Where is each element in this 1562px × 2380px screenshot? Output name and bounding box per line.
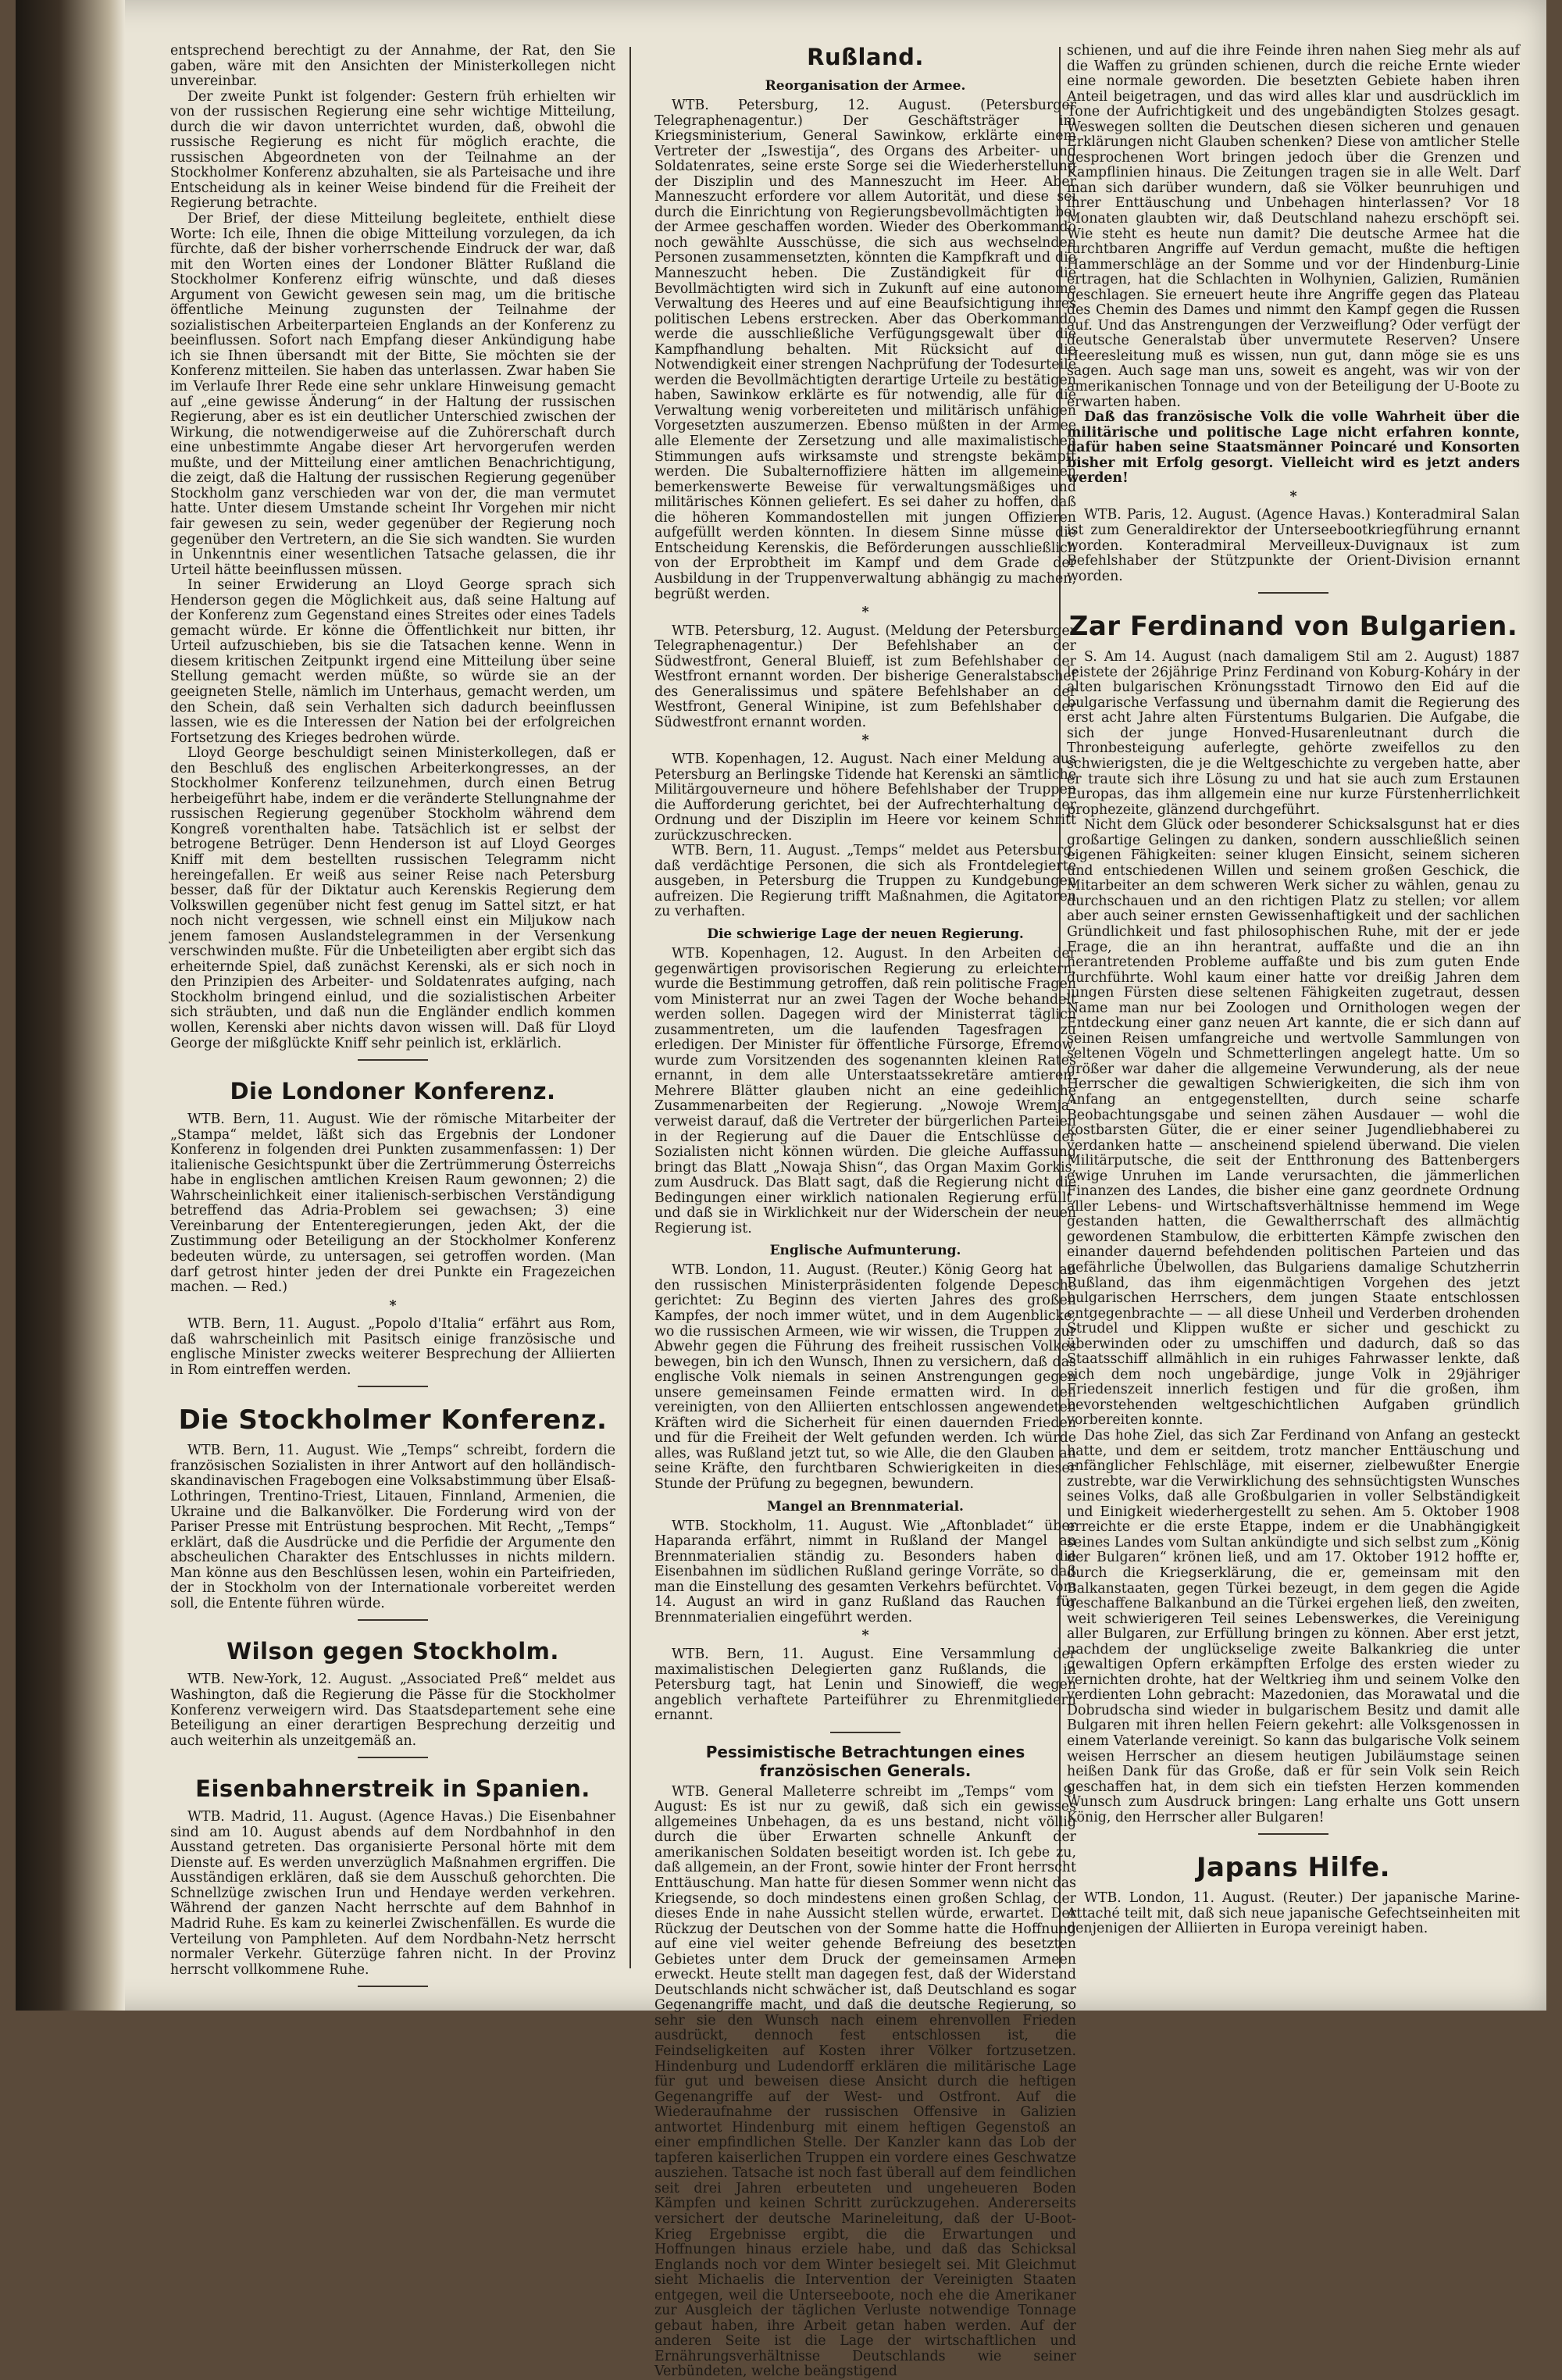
article-paragraph: WTB. Bern, 11. August. „Popolo d'Italia“ erfährt aus Rom, daß wahrscheinlich mit Pasitsch einige französische und englische Minister zwecks weiterer Besprechung der Alliierten in Rom eintreffen werden. (170, 1316, 615, 1378)
headline-spain-strike: Eisenbahnerstreik in Spanien. (195, 1775, 590, 1803)
article-paragraph: WTB. London, 11. August. (Reuter.) König Georg hat an den russischen Ministerpräsidenten folgende Depesche gerichtet: Zu Beginn des vierten Jahres des großen Kampfes, der noch immer wütet, und in dem Augenblicke, wo die russischen Armeen, wie wir wissen, die Truppen zur Abwehr gegen die Führung des freiheit russischen Volkes bewegen, bin ich den Wunsch, Ihnen zu versichern, daß das englische Volk niemals in seinen Anstrengungen gegen unsere gemeinsamen Feinde ermatten wird. In den vereinigten, von den Alliierten entschlossen angewendeten Kräften wird die Sicherheit für einen dauernden Frieden und für die Freiheit der Welt gefunden werden. Ich würde alles, was Rußland jetzt tut, so wie Alle, die den Glauben an seine Kräfte, den furchtbaren Schwierigkeiten in dieser Stunde der Prüfung zu begegnen, bewundern. (654, 1262, 1076, 1493)
article-separator (358, 1986, 428, 1987)
article-paragraph: WTB. Madrid, 11. August. (Agence Havas.) Die Eisenbahner sind am 10. August abends auf dem Nordbahnhof in den Ausstand getreten. Das organisierte Personal hörte mit dem Dienste auf. Es werden unverzüglich Maßnahmen ergriffen. Die Ausständigen erklären, daß sie dem Ausschuß gehorchten. Die Schnellzüge zwischen Irun und Hendaye werden verkehren. Während der ganzen Nacht herrschte auf dem Bahnhof in Madrid Ruhe. Es kam zu keinerlei Zwischenfällen. Es wurde die Verteilung von Pamphleten. Auf dem Nordbahn-Netz herrscht normaler Verkehr. Güterzüge fahren nicht. In der Provinz herrscht vollkommene Ruhe. (170, 1809, 615, 1978)
article-paragraph: In seiner Erwiderung an Lloyd George sprach sich Henderson gegen die Möglichkeit aus, daß seine Haltung auf der Konferenz zum Gegenstand eines Streites oder eines Tadels gemacht würde. Er könne die Öffentlichkeit nur bitten, ihr Urteil aufzuschieben, bis sie die Tatsachen kenne. Wenn in diesem kritischen Zeitpunkt irgend eine Mitteilung über seine Stellung gemacht werden müßte, so würde sie an der geeigneten Stelle, nämlich im Unterhaus, gemacht werden, um den Schein, daß sein Verhalten sich dadurch beeinflussen lassen, wie es die Interessen der Nation bei der erfolgreichen Fortsetzung des Krieges bedrohen würde. (170, 577, 615, 746)
article-paragraph: Daß das französische Volk die volle Wahrheit über die militärische und politische Lage nicht erfahren konnte, dafür haben seine Staatsmänner Poincaré und Konsorten bisher mit Erfolg gesorgt. Vielleicht wird es jetzt anders werden! (1067, 409, 1520, 487)
article-paragraph: WTB. Bern, 11. August. Wie „Temps“ schreibt, fordern die französischen Sozialisten in ihrer Antwort auf den holländisch-skandinavischen Fragebogen eine Volksabstimmung über Elsaß-Lothringen, Trentino-Triest, Litauen, Finnland, Armenien, die Ukraine und die Balkanvölker. Die Forderung wird von der Pariser Presse mit Entrüstung besprochen. Mit Recht, „Temps“ erklärt, daß die Ausdrücke und die Perfidie der Argumente den abscheulichen Charakter des Entschlusses in nichts mildern. Man könne aus den Beschlüssen lesen, wohin ein Parteifrieden, der in Stockholm von der Internationale vorbereitet werden soll, die Entente führen würde. (170, 1443, 615, 1611)
article-separator (358, 1059, 428, 1061)
column-2 (654, 44, 1076, 2380)
subheadline: Englische Aufmunterung. (769, 1243, 961, 1259)
article-paragraph: WTB. Bern, 11. August. „Temps“ meldet aus Petersburg, daß verdächtige Personen, die sich als Frontdelegierte ausgeben, in Petersburg die Truppen zu Kundgebungen aufreizen. Die Regierung trifft Maßnahmen, die Agitatoren zu verhaften. (654, 843, 1076, 920)
article-paragraph: WTB. Petersburg, 12. August. (Petersburger Telegraphenagentur.) Der Geschäftsträger im Kriegsministerium, General Sawinkow, erklärte einem Vertreter der „Iswestija“, des Organs des Arbeiter- und Soldatenrates, seine erste Sorge sei die Wiederherstellung der Disziplin und des Manneszucht im Heer. Aber Manneszucht erfordere vor allem Autorität, und diese sei durch die Einrichtung von Regierungsbevollmächtigten bei der Armee geschaffen worden. Wieder des Oberkommando noch gewählte Ausschüsse, die sich aus wechselnden Personen zusammensetzten, könnten die Kampfkraft und die Manneszucht heben. Die Zuständigkeit für die Bevollmächtigten wird sich in Zukunft auf eine autonome Verwaltung des Heeres und auf eine Beaufsichtigung ihres politischen Lebens erstrecken. Aber das Oberkommando werde die ausschließliche Verfügungsgewalt über die Kampfhandlung behalten. Mit Rücksicht auf die Notwendigkeit einer strengen Nachprüfung der Todesurteile werden die Bevollmächtigten derartige Urteile zu bestätigen haben, Sawinkow erklärte es für notwendig, alle für die Verwaltung wenig vorbereiteten und militärisch unfähigen Vorgesetzten auszumerzen. Ebenso müßten in der Armee alle Elemente der Zersetzung und alle maximalistischen Stimmungen aufs wirksamste und strengste bekämpft werden. Die Subalternoffiziere hätten im allgemeinen bemerkenswerte Beweise für verwaltungsmäßiges und militärisches Können geliefert. Es sei daher zu hoffen, daß die höheren Kommandostellen mit jungen Offizieren aufgefüllt werden könnten. In diesem Sinne müsse die Entscheidung Kerenskis, die Beförderungen ausschließlich von der Erprobtheit im Kampf und dem Grade der Ausbildung in der Truppenverwaltung abhängig zu machen, begrüßt werden. (654, 98, 1076, 602)
article-paragraph: WTB. Bern, 11. August. Wie der römische Mitarbeiter der „Stampa“ meldet, läßt sich das Ergebnis der Londoner Konferenz in folgenden drei Punkten zusammenfassen: 1) Der italienische Gesichtspunkt über die Zertrümmerung Österreichs habe in englischen amtlichen Kreisen Raum gewonnen; 2) die Wahrscheinlichkeit einer italienisch-serbischen Verständigung betreffend das Adria-Problem sei gewachsen; 3) eine Vereinbarung der Ententeregierungen, jeden Akt, der die Zustimmung oder Beteiligung an der Stockholmer Konferenz bedeuten würde, zu untersagen, sei getroffen worden. (Man darf getrost hinter jeden der drei Punkte ein Fragezeichen machen. — Red.) (170, 1111, 615, 1296)
article-separator (358, 1386, 428, 1387)
separator-star-icon: * (861, 1628, 869, 1644)
headline-pessimistic-general: Pessimistische Betrachtungen eines französischen Generals. (705, 1742, 1025, 1780)
article-paragraph: WTB. Stockholm, 11. August. Wie „Aftonbladet“ über Haparanda erfährt, nimmt in Rußland der Mangel an Brennmaterialien ständig zu. Besonders haben die Eisenbahnen im südlichen Rußland geringe Vorräte, so daß man die Einstellung des gesamten Verkehrs befürchtet. Vom 14. August an wird in ganz Rußland das Rauchen für Brennmaterialien eingeführt werden. (654, 1518, 1076, 1625)
headline-tsar-ferdinand: Zar Ferdinand von Bulgarien. (1068, 611, 1518, 643)
article-paragraph: schienen, und auf die ihre Feinde ihren nahen Sieg mehr als auf die Waffen zu gründen schienen, durch die reiche Ernte wieder eine normale geworden. Die besetzten Gebiete haben ihren Anteil beigetragen, und das wird alles klar und ausdrücklich im Tone der Aufrichtigkeit und des ungebändigten Stolzes gesagt. Weswegen sollten die Deutschen diesen sicheren und genauen Erklärungen nicht Glauben schenken? Diese von amtlicher Stelle gesprochenen Wort bringen jedoch über die Grenzen und Kampflinien hinaus. Die Zeitungen tragen sie in alle Welt. Darf man sich darüber wundern, daß sie Völker beunruhigen und ihrer Enttäuschung und Unbehagen hinterlassen? Vor 18 Monaten glaubten wir, daß Deutschland nahezu erschöpft sei. Wie steht es heute nun damit? Die deutsche Armee hat die furchtbaren Angriffe auf Verdun gemacht, mußte die heftigen Hammerschläge an der Somme und vor der Hindenburg-Linie ertragen, hat die Schlachten in Wolhynien, Galizien, Rumänien geschlagen. Sie erneuert heute ihre Angriffe gegen das Plateau des Chemin des Dames und nimmt den Kampf gegen die Russen auf. Und das Anstrengungen der Verzweiflung? Oder verfügt der deutsche Generalstab über unvermutete Reserven? Unsere Heeresleitung muß es wissen, nun gut, dann möge sie es uns sagen. Auch sage man uns, soweit es angeht, was wir von der amerikanischen Tonnage und von der Beteiligung der U-Boote zu erwarten haben. (1067, 43, 1520, 410)
column-rule (629, 47, 631, 1968)
article-paragraph: WTB. Kopenhagen, 12. August. In den Arbeiten der gegenwärtigen provisorischen Regierung zu erleichtern, wurde die Bestimmung getroffen, daß rein politische Fragen vom Ministerrat nur an zwei Tagen der Woche behandelt werden sollen. Dagegen wird der Ministerrat täglich zusammentreten, um die laufenden Tagesfragen zu erledigen. Der Minister für öffentliche Fürsorge, Efremow, wurde zum Vorsitzenden des sogenannten kleinen Rates ernannt, in dem alle Unterstaatssekretäre amtieren. Mehrere Blätter glauben nicht an eine gedeihliche Zusammenarbeiten der Regierung. „Nowoje Wremja“ verweist darauf, daß die Vertreter der bürgerlichen Parteien in der Regierung auf die Dauer die Entschlüsse der Sozialisten nicht können würden. Die gleiche Auffassung bringt das Blatt „Nowaja Shisn“, das Organ Maxim Gorkis, zum Ausdruck. Das Blatt sagt, daß die Regierung nicht die Bedingungen einer wirklich nationalen Regierung erfüllt, und daß sie in Wirklichkeit nur der Widerschein der neuen Regierung ist. (654, 945, 1076, 1236)
article-paragraph: WTB. London, 11. August. (Reuter.) Der japanische Marine-Attaché teilt mit, daß sich neue japanische Gefechtseinheiten mit denjenigen der Alliierten in Europa vereinigt haben. (1067, 1890, 1520, 1937)
headline-london-conference: Die Londoner Konferenz. (230, 1078, 556, 1105)
article-paragraph: Der zweite Punkt ist folgender: Gestern früh erhielten wir von der russischen Regierung eine sehr wichtige Mitteilung, durch die wir davon unterrichtet wurden, daß, obwohl die russische Regierung es nicht für möglich erachte, die russischen Abgeordneten von der Teilnahme an der Stockholmer Konferenz abzuhalten, sie als Parteisache und ihre Entscheidung als in keiner Weise bindend für die Freiheit der Regierung betrachte. (170, 88, 615, 212)
subheadline: Die schwierige Lage der neuen Regierung. (707, 926, 1024, 942)
separator-star-icon: * (389, 1297, 397, 1314)
separator-star-icon: * (861, 605, 869, 621)
column-3 (1067, 44, 1520, 1989)
article-separator (1258, 592, 1328, 594)
separator-star-icon: * (861, 733, 869, 749)
newspaper-page (16, 0, 1546, 2380)
binding-gutter (16, 0, 125, 2011)
article-paragraph: entsprechend berechtigt zu der Annahme, der Rat, den Sie gaben, wäre mit den Ansichten der Ministerkollegen nicht unvereinbar. (170, 43, 615, 90)
article-separator (358, 1757, 428, 1758)
article-paragraph: WTB. New-York, 12. August. „Associated Preß“ meldet aus Washington, daß die Regierung die Pässe für die Stockholmer Konferenz verweigern wird. Das Staatsdepartement sehe eine Beteiligung an einer derartigen Besprechung derzeitig und auch weiterhin als unzeitgemäß an. (170, 1672, 615, 1749)
article-separator (358, 1619, 428, 1621)
article-paragraph: WTB. Bern, 11. August. Eine Versammlung der maximalistischen Delegierten ganz Rußlands, die in Petersburg tagt, hat Lenin und Sinowieff, die wegen angeblich verhaftete Parteiführer zu Ehrenmitgliedern ernannt. (654, 1646, 1076, 1724)
headline-russia: Rußland. (807, 44, 924, 70)
column-1 (170, 44, 615, 1989)
separator-star-icon: * (1289, 488, 1297, 505)
article-separator (1258, 1833, 1328, 1835)
article-paragraph: S. Am 14. August (nach damaligem Stil am 2. August) 1887 leistete der 26jährige Prinz Ferdinand von Koburg-Koháry in der alten bulgarischen Krönungsstadt Tirnowo den Eid auf die bulgarische Verfassung und übernahm damit die Regierung des erst acht Jahre alten Fürstentums Bulgarien. Die Aufgabe, die sich der junge Honved-Husarenleutnant durch die Thronbesteigung auferlegte, gehörte zweifellos zu den schwierigsten, die je die Weltgeschichte zu vergeben hatte, aber er traute sich ihre Lösung zu und hat sie auch zum Erstaunen Europas, das ihm allgemein eine nur kurze Fürstenherrlichkeit prophezeite, glänzend durchgeführt. (1067, 649, 1520, 818)
headline-stockholm-conference: Die Stockholmer Konferenz. (178, 1404, 608, 1436)
article-paragraph: WTB. General Malleterre schreibt im „Temps“ vom 9. August: Es ist nur zu gewiß, daß sich ein gewisses allgemeines Unbehagen, da es uns bestand, nicht völlig durch die über Erwarten schnelle Ankunft der amerikanischen Soldaten beseitigt worden ist. Ich gebe zu, daß allgemein, an der Front, sowie hinter der Front herrscht Enttäuschung. Man hatte für diesen Sommer wenn nicht das Kriegsende, so doch mindestens einen großen Schlag, der dieses Ende in nahe Aussicht stellen würde, erwartet. Der Rückzug der Deutschen von der Somme hatte die Hoffnung auf eine viel weiter gehende Befreiung des besetzten Gebietes unter dem Druck der gemeinsamen Armeen erweckt. Heute stellt man dagegen fest, daß der Widerstand Deutschlands nicht schwächer ist, daß Deutschland es sogar Gegenangriffe macht, und daß die deutsche Regierung, so sehr sie den Wunsch nach einem ehrenvollen Frieden ausdrückt, dennoch fest entschlossen ist, die Feindseligkeiten auf Kosten ihrer Völker fortzusetzen. Hindenburg und Ludendorff erklären die militärische Lage für gut und beweisen diese Ansicht durch die heftigen Gegenangriffe auf der West- und Ostfront. Auf die Wiederaufnahme der russischen Offensive in Galizien antwortet Hindenburg mit einem heftigen Gegenstoß an einer empfindlichen Stelle. Der Kanzler kann das Lob der tapferen kaiserlichen Truppen ein vordere eines Geschwatze ausziehen. Tatsache ist noch fast überall auf dem feindlichen seit drei Jahren erbeuteten und ungeheueren Boden Kämpfen und keinen Schritt zurückzugehen. Andererseits versichert der deutsche Marineleitung, daß der U-Boot-Krieg Ergebnisse ergibt, die die Erwartungen und Hoffnungen hinaus erziele habe, und daß das Schicksal Englands noch vor dem Winter besiegelt sei. Mit Gleichmut sieht Michaelis die Intervention der Vereinigten Staaten entgegen, weil die Unterseeboote, noch ehe die Amerikaner zur Ausgleich der täglichen Verluste notwendige Tonnage gebaut haben, ihre Arbeit getan haben werden. Auf der anderen Seite ist die Lage der wirtschaftlichen und Ernährungsverhältnisse Deutschlands wie seiner Verbündeten, welche beängstigend (654, 1783, 1076, 2380)
article-paragraph: Das hohe Ziel, das sich Zar Ferdinand von Anfang an gesteckt hatte, und dem er seitdem, trotz mancher Enttäuschung und anfänglicher Fehlschläge, mit eiserner, zielbewußter Energie zustrebte, war die Verwirklichung des sehnsüchtigsten Wunsches seines Volks, daß alle Großbulgarien in voller Selbständigkeit und Einigkeit wiederhergestellt zu sehen. Am 5. Oktober 1908 erreichte er die erste Etappe, indem er die Unabhängigkeit seines Landes vom Sultan ankündigte und sich selbst zum „König der Bulgaren“ krönen ließ, und am 17. Oktober 1912 hoffte er, durch die Kriegserklärung, die er, gemeinsam mit den Balkanstaaten, gegen Türkei bezeugt, in dem gegen die Agide geschaffene Balkanbund an die Türkei ergehen ließ, den zweiten, weit schwierigeren Teil seines Lebenswerkes, die Vereinigung aller Bulgaren, zur Erfüllung bringen zu können. Aber erst jetzt, nachdem der unglückselige zweite Balkankrieg die unter gewaltigen Opfern erkämpften Erfolge des ersten wieder zu vernichten drohte, hat der Weltkrieg ihm und seinem Volke den verdienten Lohn gebracht: Mazedonien, das Morawatal und die Dobrudscha sind wieder in bulgarischem Besitz und damit alle Bulgaren mit ihren hellen Feiern gekehrt: alle Volksgenossen in einem Vaterlande vereinigt. So kann das bulgarische Volk seinem weisen Herrscher an diesem heutigen Jubiläumstage seinen heißen Dank für das Große, daß er für sein Volk sein Reich geschaffen hat, in dem sich ein tiefsten Herzen kommenden Wunsch zum Ausdruck bringen: Lang erhalte uns Gott unsern König, den Herrscher aller Bulgaren! (1067, 1428, 1520, 1825)
headline-wilson: Wilson gegen Stockholm. (226, 1638, 559, 1665)
subheadline: Mangel an Brennmaterial. (767, 1498, 964, 1515)
article-paragraph: Der Brief, der diese Mitteilung begleitete, enthielt diese Worte: Ich eile, Ihnen die obige Mitteilung vorzulegen, da ich fürchte, daß der bisher vorherrschende Eindruck der war, daß mit den Worten eines der Londoner Blätter Rußland die Stockholmer Konferenz eifrig wünschte, und daß dieses Argument von Gewicht gewesen sein mag, um die britische öffentliche Meinung zugunsten der Teilnahme der sozialistischen Arbeiterparteien Englands an der Konferenz zu beeinflussen. Sofort nach Empfang dieser Ankündigung habe ich sie Ihnen übersandt mit der Bitte, Sie möchten sie der Konferenz mitteilen. Sie haben das unterlassen. Zwar haben Sie im Verlaufe Ihrer Rede eine sehr unklare Hinweisung gemacht auf „eine gewisse Änderung“ in der Haltung der russischen Regierung, aber es ist ein deutlicher Unterschied zwischen der Wirkung, die notwendigerweise auf die Zuhörerschaft durch eine unbestimmte Angabe dieser Art hervorgerufen werden mußte, und der Mitteilung einer amtlichen Benachrichtigung, die zeigt, daß die Haltung der russischen Regierung gegenüber Stockholm ganz verschieden war von der, die man vermutet hatte. Unter diesem Umstande scheint Ihr Vorgehen mir nicht fair gewesen zu sein, weder gegenüber der Regierung noch gegenüber den Vertretern, an die Sie sich wandten. Sie wurden in Unkenntnis einer wesentlichen Tatsache gelassen, die ihr Urteil hätte beeinflussen müssen. (170, 211, 615, 578)
subheadline: Reorganisation der Armee. (765, 78, 966, 94)
article-paragraph: Nicht dem Glück oder besonderer Schicksalsgunst hat er dies großartige Gelingen zu danken, sondern ausschließlich seinen eigenen Fähigkeiten: seiner klugen Einsicht, seinem sicheren und entschiedenen Willen und seinem großen Geschick, die Mitarbeiter an dem schweren Werk sicher zu wählen, genau zu durchschauen und an den richtigen Platz zu stellen; vor allem aber auch seiner ernsten Gewissenhaftigkeit und der sachlichen Gründlichkeit und fast philosophischen Ruhe, mit der er jede Frage, die an ihn herantrat, auffaßte und die an ihn herantretenden Probleme auffaßte und bis zum guten Ende durchführte. Wohl kaum einer hatte vor dreißig Jahren dem jungen Fürsten diese seltenen Fähigkeiten zugetraut, dessen Name man nur bei Zoologen und Ornithologen wegen der Entdeckung einer ganz neuen Art kannte, die er sich dann auf seinen Reisen umfangreiche und wertvolle Sammlungen von seltenen Vögeln und Schmetterlingen angelegt hatte. Um so größer war daher die allgemeine Verwunderung, als der neue Herrscher die gewaltigen Schwierigkeiten, die sich ihm von Anfang an entgegenstellten, durch seine scharfe Beobachtungsgabe und seinen zähen Ausdauer — wohl die kostbarsten Güter, die er einer seiner Jugendliebhaberei zu verdanken hatte — anscheinend spielend überwand. Die vielen Militärputsche, die seit der Entthronung des Battenbergers ewige Unruhen im Lande verursachten, die jämmerlichen Finanzen des Landes, die bisher eine ganz geordnete Ordnung aller Lebens- und Wirtschaftsverhältnisse hemmend im Wege gestanden hatten, die Gewaltherrschaft des allmächtig gewordenen Stambulow, die erbitterten Kämpfe zwischen den einander dauernd befehdenden politischen Parteien und das gefährliche Übelwollen, das Bulgariens damalige Schutzherrin Rußland, das ihm eigenmächtigen Vorgehen des jetzt bulgarischen Herrschers, dem jungen Staate entschlossen entgegenbrachte — — all diese Unheil und Verderben drohenden Strudel und Klippen wußte er sicher und geschickt zu überwinden oder zu umschiffen und dadurch, daß so das Staatsschiff allmählich in ein ruhiges Fahrwasser lenkte, daß sich dem noch ungebärdige, junge Volk in 29jähriger Friedenszeit innerlich festigen und für die großen, ihm bevorstehenden weltgeschichtlichen Aufgaben gründlich vorbereiten konnte. (1067, 817, 1520, 1429)
article-paragraph: WTB. Paris, 12. August. (Agence Havas.) Konteradmiral Salan ist zum Generaldirektor der Unterseebootkriegführung ernannt worden. Konteradmiral Merveilleux-Duvignaux ist zum Befehlshaber der Stützpunkte der Orient-Division ernannt worden. (1067, 507, 1520, 584)
headline-japan-help: Japans Hilfe. (1196, 1852, 1391, 1884)
article-separator (830, 1732, 900, 1733)
article-paragraph: Lloyd George beschuldigt seinen Ministerkollegen, daß er den Beschluß des englischen Arbeiterkongresses, an der Stockholmer Konferenz teilzunehmen, durch einen Betrug herbeigeführt habe, indem er die veränderte Stellungnahme der russischen Regierung gegenüber Stockholm während dem Kongreß vorenthalten habe. Tatsächlich ist er selbst der betrogene Betrüger. Denn Henderson ist auf Lloyd Georges Kniff mit dem bestellten russischen Telegramm nicht hereingefallen. Er weiß aus seiner Reise nach Petersburg besser, daß für der Diktatur auch Kerenskis Regierung dem Volkswillen gegenüber nicht fest genug im Sattel sitzt, er hat noch nicht vergessen, wie schnell einst ein Miljukow nach jenem famosen Auslandstelegrammen in der Versenkung verschwinden mußte. Für die Unbeteiligten aber ergibt sich das erheiternde Spiel, daß zunächst Kerenski, als er sich noch in den Prinzipien des Arbeiter- und Soldatenrates aufging, nach Stockholm bringend einlud, und die sozialistischen Arbeiter sich sträubten, und daß nun die Engländer endlich kommen wollen, Kerenski aber nichts davon wissen will. Daß für Lloyd George der mißglückte Kniff sehr peinlich ist, erklärlich. (170, 745, 615, 1051)
article-paragraph: WTB. Kopenhagen, 12. August. Nach einer Meldung aus Petersburg an Berlingske Tidende hat Kerenski an sämtliche Militärgouverneure und höhere Befehlshaber der Truppen die Aufforderung gerichtet, bei der Aufrechterhaltung der Ordnung und der Disziplin im Heere vor keinem Schritt zurückzuschrecken. (654, 751, 1076, 844)
article-paragraph: WTB. Petersburg, 12. August. (Meldung der Petersburger Telegraphenagentur.) Der Befehlshaber an der Südwestfront, General Bluieff, ist zum Befehlshaber der Westfront ernannt worden. Der bisherige Generalstabschef des Generalissimus und spätere Befehlshaber an der Westfront, General Winipine, ist zum Befehlshaber der Südwestfront ernannt worden. (654, 623, 1076, 730)
